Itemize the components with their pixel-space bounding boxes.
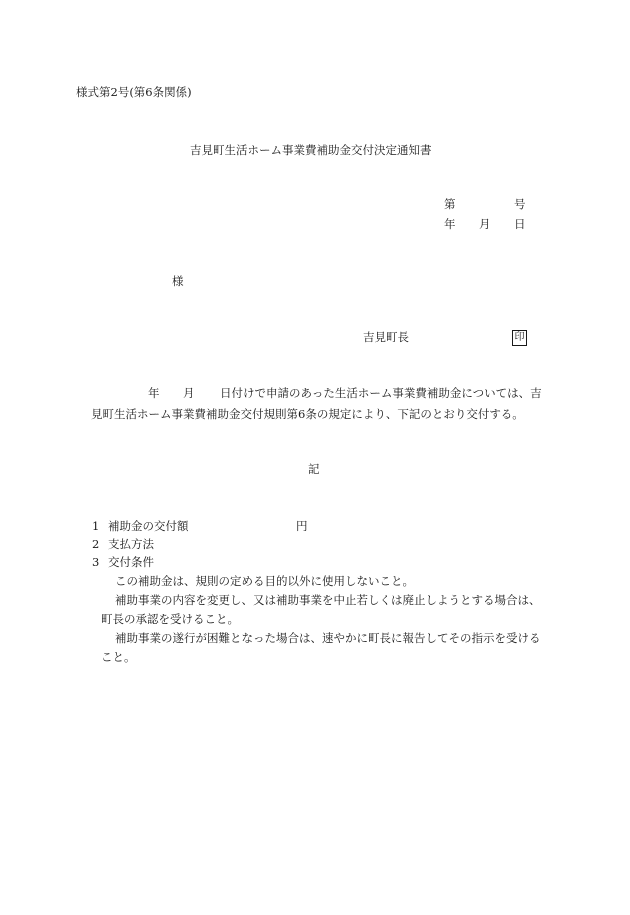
body-year: 年 [148, 386, 160, 400]
item-3-number: 3 [92, 555, 100, 569]
item-1-label: 補助金の交付額 [108, 519, 189, 533]
doc-number-suffix: 号 [514, 197, 526, 211]
issuer-name: 吉見町長 [363, 330, 409, 344]
item-1-unit: 円 [296, 519, 308, 533]
item-2-label: 支払方法 [108, 537, 154, 551]
body-text-line-1: 日付けで申請のあった生活ホーム事業費補助金については、吉 [220, 386, 542, 400]
condition-2-line-1: 補助事業の内容を変更し、又は補助事業を中止若しくは廃止しようとする場合は、 [115, 593, 541, 607]
date-day: 日 [514, 217, 526, 231]
doc-number-prefix: 第 [444, 197, 456, 211]
item-3-label: 交付条件 [108, 555, 154, 569]
date-year: 年 [444, 217, 456, 231]
condition-1: この補助金は、規則の定める目的以外に使用しないこと。 [115, 574, 414, 588]
condition-3-line-1: 補助事業の遂行が困難となった場合は、速やかに町長に報告してその指示を受ける [115, 631, 541, 645]
condition-3-line-2: こと。 [101, 650, 136, 664]
addressee-suffix: 様 [172, 274, 184, 288]
body-month: 月 [183, 386, 195, 400]
seal-icon: 印 [512, 330, 527, 346]
body-text-line-2: 見町生活ホーム事業費補助金交付規則第6条の規定により、下記のとおり交付する。 [91, 407, 524, 421]
condition-2-line-2: 町長の承認を受けること。 [101, 612, 239, 626]
seal-mark [512, 330, 527, 346]
date-month: 月 [479, 217, 491, 231]
item-1-number: 1 [92, 519, 100, 533]
document-title: 吉見町生活ホーム事業費補助金交付決定通知書 [190, 143, 432, 157]
item-2-number: 2 [92, 537, 100, 551]
form-reference: 様式第2号(第6条関係) [76, 85, 192, 99]
ki-heading: 記 [308, 462, 320, 476]
